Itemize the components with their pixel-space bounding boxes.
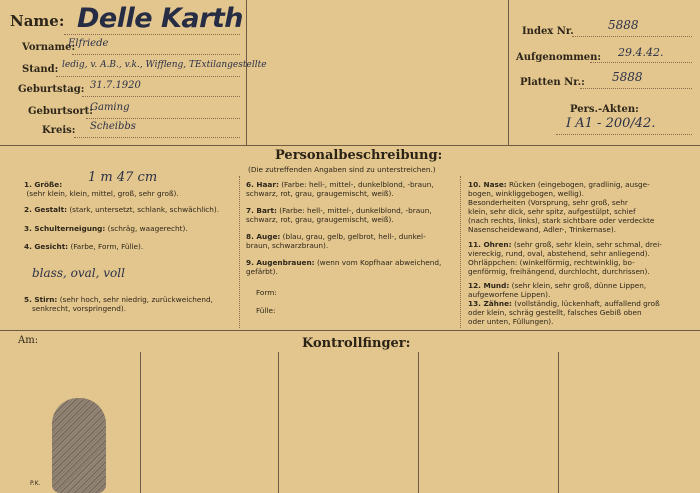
item-nase: 10. Nase: Rücken (eingebogen, gradlinig, ausge- bogen, winkliggebogen, wellig). Besonderheiten (Vorsprung, sehr groß, sehr klein, sehr dick, sehr spitz, aufgestülpt, schief (nach rechts, links), stark sichtbare oder verdeckte Nasenscheidewand, Adler-, Trinkernase). (468, 180, 655, 234)
name-label: Name: (10, 12, 65, 30)
thumbprint (52, 398, 106, 493)
aufgenommen-value: 29.4.42. (618, 46, 664, 59)
item-fuelle: Fülle: (256, 306, 276, 315)
item-gestalt: 2. Gestalt: (stark, untersetzt, schlank, schwächlich). (24, 205, 220, 214)
item-ohren: 11. Ohren: (sehr groß, sehr klein, sehr schmal, drei- viereckig, rund, oval, abstehend, sehr anliegend). Ohrläppchen: (winkelförmig, rechtwinklig, bo- genförmig, freihängend, durchlocht, durchrissen). (468, 240, 662, 276)
vorname-label: Vorname: (22, 42, 76, 53)
item-gesicht: 4. Gesicht: (Farbe, Form, Fülle). (24, 242, 144, 251)
stand-value: ledig, v. A.B., v.k., Wiffleng, TExtilangestellte (62, 60, 267, 70)
geburtsort-value: Gaming (90, 102, 130, 113)
platten-label: Platten Nr.: (520, 77, 585, 88)
personal-subtitle: (Die zutreffenden Angaben sind zu unterstreichen.) (248, 165, 436, 174)
item-augenbrauen: 9. Augenbrauen: (wenn vom Kopfhaar abweichend, gefärbt). (246, 258, 442, 276)
divider-header-2 (508, 0, 509, 145)
item-form: Form: (256, 288, 277, 297)
name-value: Delle Karth (77, 3, 244, 34)
geburtstag-label: Geburtstag: (18, 84, 85, 95)
item-haar: 6. Haar: (Farbe: hell-, mittel-, dunkelblond, -braun, schwarz, rot, grau, graugemischt, weiß). (246, 180, 434, 198)
aufgenommen-label: Aufgenommen: (516, 52, 602, 63)
item-zaehne: 13. Zähne: (vollständig, lückenhaft, auffallend groß oder klein, schräg gestellt, falsches Gebiß oben oder unten, Füllungen). (468, 299, 660, 326)
perf-value: I A1 - 200/42. (566, 116, 656, 131)
geburtstag-value: 31.7.1920 (90, 80, 141, 91)
item-groesse: 1. Größe: (sehr klein, klein, mittel, groß, sehr groß). (24, 180, 179, 198)
stand-label: Stand: (22, 64, 59, 75)
perf-label: Pers.-Akten: (570, 104, 639, 115)
item-stirn: 5. Stirn: (sehr hoch, sehr niedrig, zurückweichend, senkrecht, vorspringend). (24, 295, 213, 313)
vorname-value: Elfriede (68, 38, 109, 49)
kreis-value: Scheibbs (90, 121, 136, 132)
index-label: Index Nr. (522, 26, 574, 37)
kreis-label: Kreis: (42, 125, 76, 136)
groesse-hand: 1 m 47 cm (88, 170, 158, 185)
platten-value: 5888 (612, 70, 643, 84)
index-value: 5888 (608, 18, 639, 32)
fingers-title: Kontrollfinger: (302, 336, 411, 351)
item-mund: 12. Mund: (sehr klein, sehr groß, dünne Lippen, aufgeworfene Lippen). (468, 281, 647, 299)
divider-middle (0, 330, 700, 331)
item-schulter: 3. Schulterneigung: (schräg, waagerecht). (24, 224, 188, 233)
corner-mark: P.K. (30, 480, 41, 487)
am-label: Am: (18, 335, 39, 346)
gesicht-hand: blass, oval, voll (32, 266, 125, 280)
item-bart: 7. Bart: (Farbe: hell-, mittel-, dunkelblond, -braun, schwarz, rot, grau, graugemischt, weiß). (246, 206, 432, 224)
geburtsort-label: Geburtsort: (28, 106, 93, 117)
divider-top (0, 145, 700, 146)
divider-header-1 (246, 0, 247, 145)
personal-title: Personalbeschreibung: (275, 148, 443, 163)
item-auge: 8. Auge: (blau, grau, gelb, gelbrot, hell-, dunkel- braun, schwarzbraun). (246, 232, 426, 250)
